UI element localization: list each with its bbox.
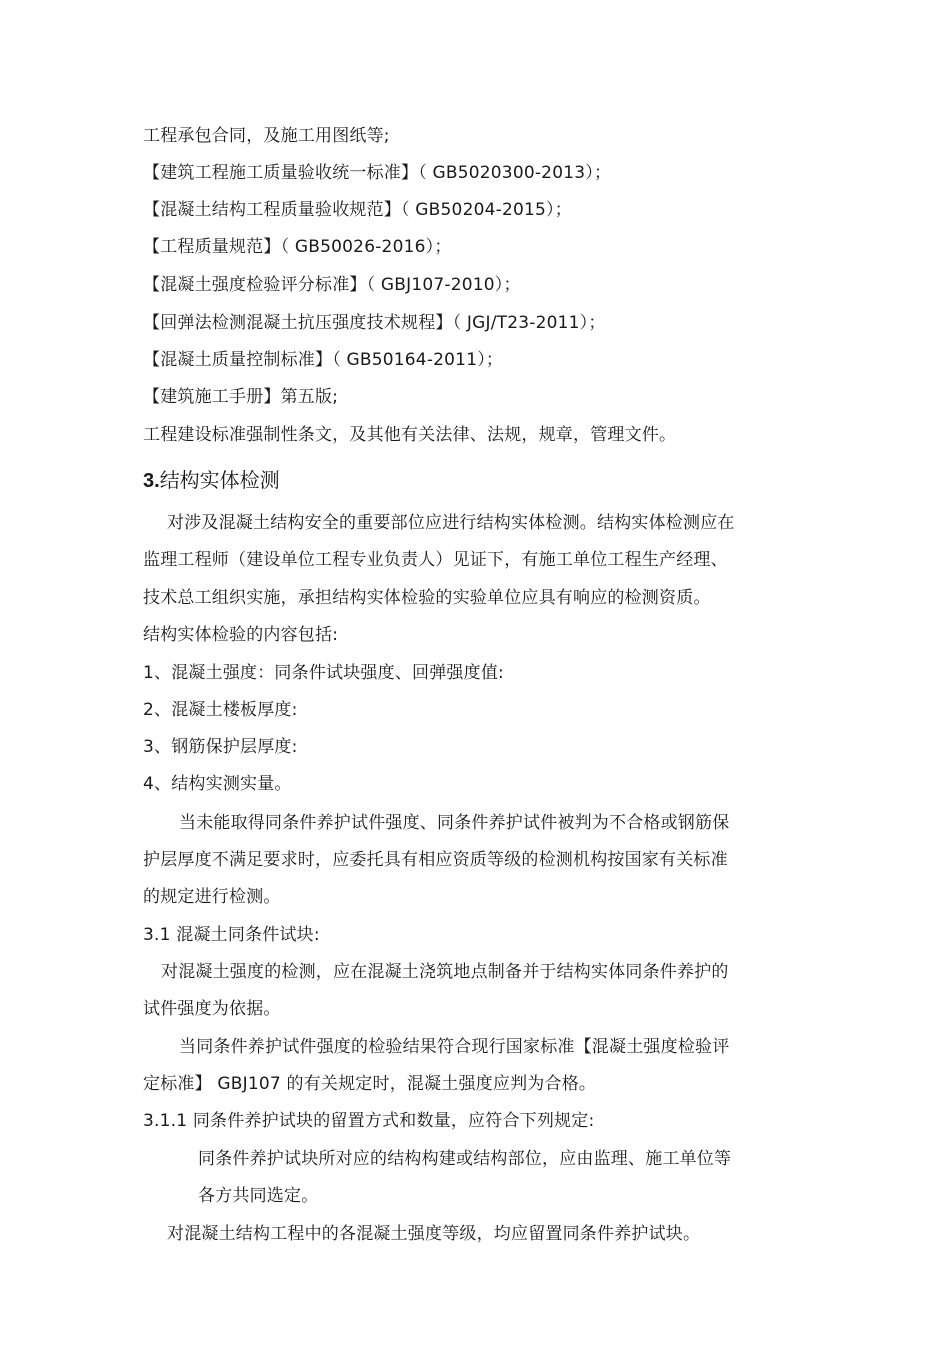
reference-line: 工程建设标准强制性条文，及其他有关法律、法规，规章，管理文件。 <box>143 425 677 445</box>
section-heading <box>143 467 280 494</box>
reference-line: 【建筑工程施工质量验收统一标准】（ GB5020300-2013）； <box>143 163 612 183</box>
reference-line: 工程承包合同，及施工用图纸等; <box>143 126 390 146</box>
reference-line: 【建筑施工手册】第五版; <box>143 387 339 407</box>
paragraph-line: 试件强度为依据。 <box>143 999 281 1019</box>
reference-line: 【混凝土质量控制标准】（ GB50164-2011）； <box>143 350 504 370</box>
paragraph-line: 技术总工组织实施，承担结构实体检验的实验单位应具有响应的检测资质。 <box>143 588 711 608</box>
paragraph-line: 结构实体检验的内容包括: <box>143 625 339 645</box>
paragraph-line: 定标准】 GBJ107 的有关规定时，混凝土强度应判为合格。 <box>143 1074 597 1094</box>
section-title: 结构实体检测 <box>159 468 280 492</box>
reference-line: 【混凝土结构工程质量验收规范】（ GB50204-2015）； <box>143 200 572 220</box>
paragraph-line: 对混凝土强度的检测，应在混凝土浇筑地点制备并于结构实体同条件养护的 <box>161 962 729 982</box>
subsection-heading: 3.1.1 同条件养护试块的留置方式和数量，应符合下列规定: <box>143 1111 595 1131</box>
paragraph-line: 对混凝土结构工程中的各混凝土强度等级，均应留置同条件养护试块。 <box>167 1224 701 1244</box>
paragraph-line: 各方共同选定。 <box>198 1186 319 1206</box>
list-item: 2、混凝土楼板厚度: <box>143 700 298 720</box>
paragraph-line: 当未能取得同条件养护试件强度、同条件养护试件被判为不合格或钢筋保 <box>179 813 730 833</box>
list-item: 4、结构实测实量。 <box>143 774 292 794</box>
paragraph-line: 监理工程师（建设单位工程专业负责人）见证下，有施工单位工程生产经理、 <box>143 550 728 570</box>
paragraph-line: 护层厚度不满足要求时，应委托具有相应资质等级的检测机构按国家有关标准 <box>143 850 728 870</box>
paragraph-line: 的规定进行检测。 <box>143 887 281 907</box>
subsection-heading: 3.1 混凝土同条件试块: <box>143 925 320 945</box>
list-item: 3、钢筋保护层厚度: <box>143 737 298 757</box>
paragraph-line: 当同条件养护试件强度的检验结果符合现行国家标准【混凝土强度检验评 <box>179 1037 730 1057</box>
section-number: 3. <box>143 470 160 492</box>
paragraph-line: 对涉及混凝土结构安全的重要部位应进行结构实体检测。结构实体检测应在 <box>167 513 735 533</box>
reference-line: 【回弹法检测混凝土抗压强度技术规程】（ JGJ/T23-2011）； <box>143 313 606 333</box>
list-item: 1、混凝土强度：同条件试块强度、回弹强度值: <box>143 663 504 683</box>
paragraph-line: 同条件养护试块所对应的结构构建或结构部位，应由监理、施工单位等 <box>198 1149 732 1169</box>
reference-line: 【混凝土强度检验评分标准】（ GBJ107-2010）； <box>143 275 521 295</box>
reference-line: 【工程质量规范】（ GB50026-2016）； <box>143 237 452 257</box>
